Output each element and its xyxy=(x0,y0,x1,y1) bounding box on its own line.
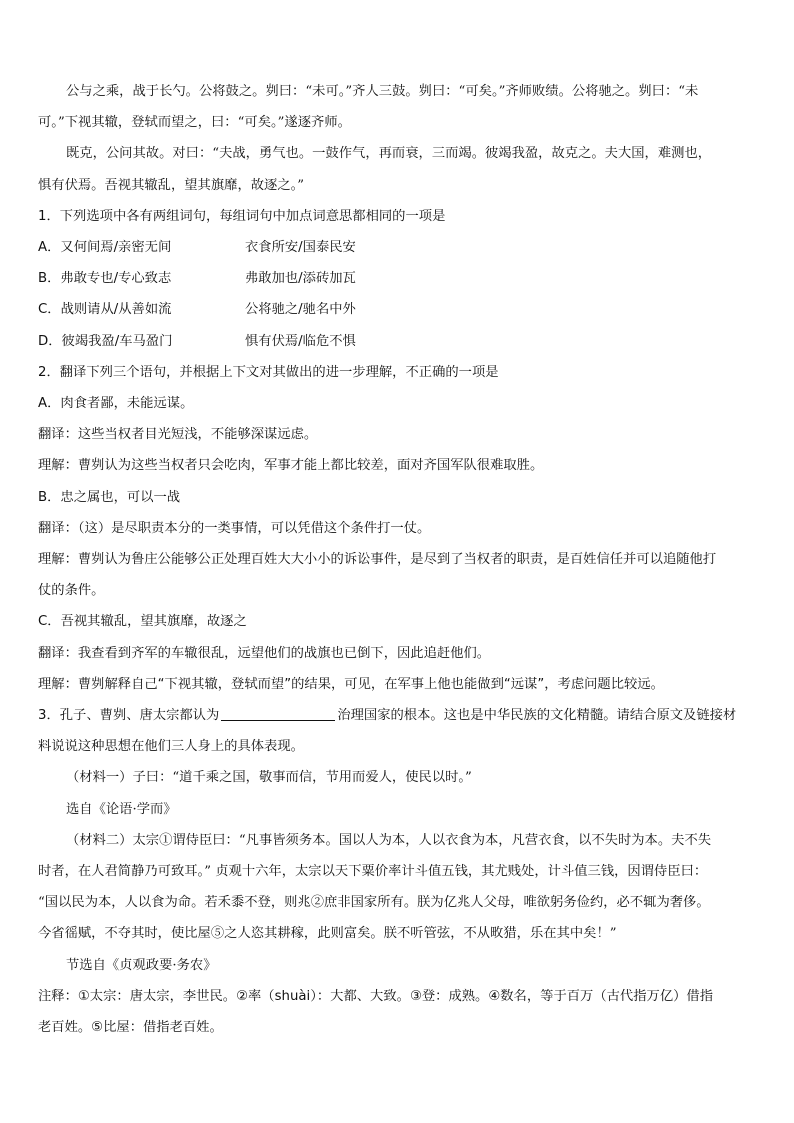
question-2-option-c[interactable]: C．吾视其辙乱，望其旗靡，故逐之 xyxy=(38,614,247,630)
material-2-line: “国以民为本，人以食为命。若禾黍不登，则兆②庶非国家所有。朕为亿兆人父母，唯欲躬务俭约，必不辄为奢侈。 xyxy=(38,895,710,911)
option-right-pair: 惧有伏焉/临危不惧 xyxy=(245,333,356,349)
classical-text-line: 公与之乘，战于长勺。公将鼓之。刿曰：“未可。”齐人三鼓。刿曰：“可矣。”齐师败绩。公将驰之。刿曰：“未 xyxy=(66,84,699,99)
translation-text: 翻译：这些当权者目光短浅，不能够深谋远虑。 xyxy=(38,427,318,443)
option-right-pair: 弗敢加也/添砖加瓦 xyxy=(245,271,356,287)
question-2-stem: 2．翻译下列三个语句，并根据上下文对其做出的进一步理解，不正确的一项是 xyxy=(38,364,499,380)
answer-blank[interactable] xyxy=(221,705,335,721)
option-left-pair: A．又何间焉/亲密无间 xyxy=(38,240,172,256)
question-2-option-b[interactable]: B．忠之属也，可以一战 xyxy=(38,489,181,505)
question-1-option-c[interactable] xyxy=(38,294,762,325)
exam-page xyxy=(38,76,762,1043)
question-2-option-a[interactable]: A．肉食者鄙，未能远谋。 xyxy=(38,396,194,412)
question-1-option-d[interactable] xyxy=(38,326,762,357)
question-1-option-b[interactable] xyxy=(38,263,762,294)
understanding-text: 理解：曹刿认为这些当权者只会吃肉，军事才能上都比较差，面对齐国军队很难取胜。 xyxy=(38,458,544,474)
option-left-pair: D．彼竭我盈/车马盈门 xyxy=(38,333,173,349)
understanding-text: 理解：曹刿解释自己“下视其辙，登轼而望”的结果，可见，在军事上他也能做到“远谋”，考虑问题比较远。 xyxy=(38,676,664,692)
understanding-text: 仗的条件。 xyxy=(38,583,105,599)
material-2-line: 时者，在人君简静乃可致耳。” 贞观十六年，太宗以天下粟价率计斗值五钱，其尤贱处，计斗值三钱，因谓侍臣曰： xyxy=(38,864,708,880)
classical-text-line: 惧有伏焉。吾视其辙乱，望其旗靡，故逐之。” xyxy=(38,177,305,193)
question-3-stem-after: 治理国家的根本。这也是中华民族的文化精髓。请结合原文及链接材 xyxy=(337,708,737,724)
option-left-pair: B．弗敢专也/专心致志 xyxy=(38,271,172,287)
material-2-source: 节选自《贞观政要·务农》 xyxy=(66,957,217,973)
question-3-stem xyxy=(38,700,762,731)
question-3-stem-line: 料说说这种思想在他们三人身上的具体表现。 xyxy=(38,739,304,755)
question-1-stem: 1．下列选项中各有两组词句，每组词句中加点词意思都相同的一项是 xyxy=(38,208,446,224)
question-3-stem-before: 3．孔子、曹刿、唐太宗都认为 xyxy=(38,708,220,724)
classical-text-line: 可。”下视其辙，登轼而望之，曰：“可矣。”遂逐齐师。 xyxy=(38,115,351,131)
translation-text: 翻译：（这）是尽职责本分的一类事情，可以凭借这个条件打一仗。 xyxy=(38,520,431,536)
question-1-option-a[interactable] xyxy=(38,232,762,263)
translation-text: 翻译：我查看到齐军的车辙很乱，远望他们的战旗也已倒下，因此追赶他们。 xyxy=(38,645,491,661)
option-right-pair: 衣食所安/国泰民安 xyxy=(245,240,356,256)
notes-line: 注释：①太宗：唐太宗，李世民。②率（shuài）：大都、大致。③登：成熟。④数名，等于百万（古代指万亿）借指 xyxy=(38,988,714,1004)
classical-text-line: 既克，公问其故。对曰：“夫战，勇气也。一鼓作气，再而衰，三而竭。彼竭我盈，故克之。夫大国，难测也， xyxy=(66,146,712,162)
option-right-pair: 公将驰之/驰名中外 xyxy=(245,302,356,318)
material-1-text: （材料一）子曰：“道千乘之国，敬事而信，节用而爱人，使民以时。” xyxy=(66,770,472,786)
material-1-source: 选自《论语·学而》 xyxy=(66,801,177,817)
material-2-line: 今省徭赋，不夺其时，使比屋⑤之人恣其耕稼，此则富矣。朕不听管弦，不从畋猎，乐在其中矣！” xyxy=(38,926,617,942)
option-left-pair: C．战则请从/从善如流 xyxy=(38,302,172,318)
material-2-line: （材料二）太宗①谓侍臣曰：“凡事皆须务本。国以人为本，人以衣食为本，凡营衣食，以不失时为本。夫不失 xyxy=(66,832,712,848)
understanding-text: 理解：曹刿认为鲁庄公能够公正处理百姓大大小小的诉讼事件，是尽到了当权者的职责，是百姓信任并可以追随他打 xyxy=(38,552,717,568)
notes-line: 老百姓。⑤比屋：借指老百姓。 xyxy=(38,1020,223,1036)
